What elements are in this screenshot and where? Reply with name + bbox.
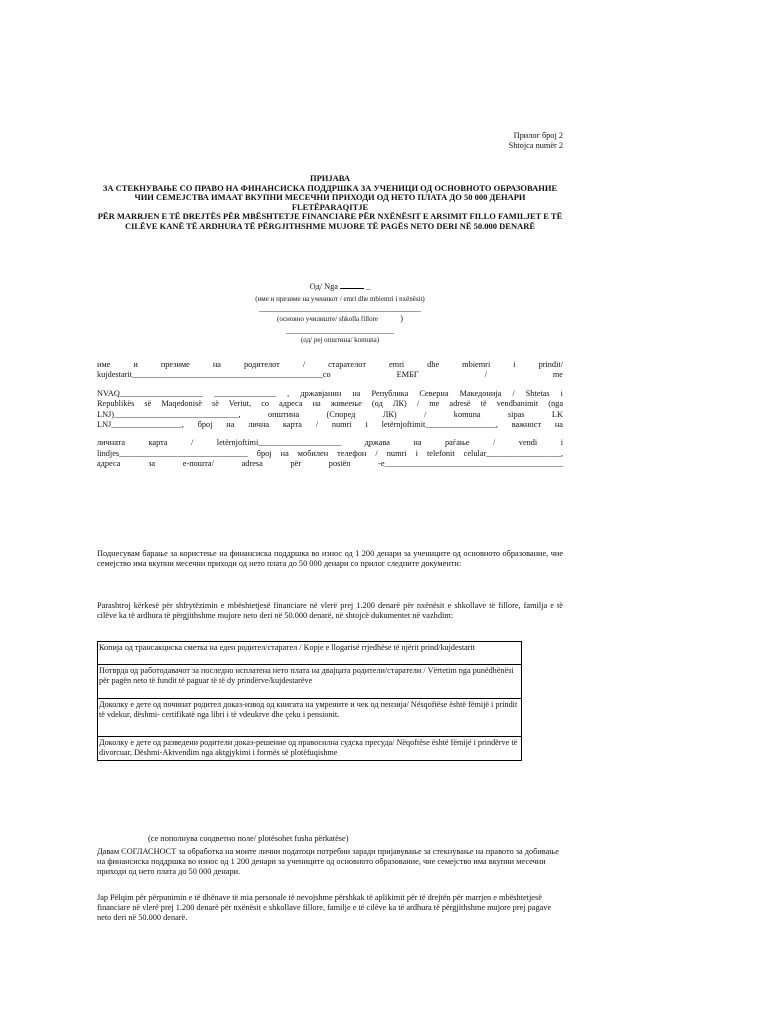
table-row <box>98 737 522 761</box>
parent-line-2[interactable]: kujdestarit______________________________________________со ЕМБГ / me <box>97 370 563 380</box>
from-label: Од/ Nga <box>309 282 338 291</box>
annex-number-mk: Прилог број 2 <box>513 131 563 140</box>
applicant-section <box>180 282 500 345</box>
request-text-mk: Поднесувам барање за користење на финансиска поддршка во износ од 1 200 денари за учениците од основното образование, чие семејство има вкупни месечни приходи од нето плата до 50 000 денари со прилог следните документи: <box>97 549 563 569</box>
student-name-caption: (име и презиме на ученикот / emri dhe mbiemri i nxënësit) <box>255 295 425 303</box>
parent-details <box>97 360 563 470</box>
documents-table <box>97 641 522 761</box>
table-row <box>98 665 522 699</box>
parent-line-1: име и презиме на родителот / старателот emri dhe mbiemri i prindit/ <box>97 360 563 369</box>
parent-line-4: Republikës së Maqedonisë së Veriut, со адреса на живеење (од ЛК) / me adresë të vendbanimit (nga <box>97 399 563 409</box>
title-mk-heading: ПРИЈАВА <box>309 173 351 183</box>
table-row <box>98 642 522 665</box>
school-caption: (основно училиште/ shkolla fillore <box>277 315 379 324</box>
municipality-caption: (од/ реј општина/ komuna) <box>300 336 380 345</box>
municipality-field[interactable]: __________________________ <box>286 326 394 336</box>
consent-text-sq: Jap Pëlqim për përpunimin e të dhënave të mia personale të nevojshme përshkak të aplikimit për të drejtën për marrjen e mbështetjesë financiare në vlerë prej 1.200 denarë për nxënësit e shkollave fillore, familje e të cilëve ka të ardhura të përgjithshme mujore prej pagave neto deri në 50.000 denarë. <box>97 893 552 923</box>
parent-line-5[interactable]: LNJ)______________________________, општина (Според ЛК) / komuna sipas LK <box>97 409 563 419</box>
student-name-field[interactable] <box>340 288 364 289</box>
school-caption-close: ) <box>400 314 403 324</box>
annex-number <box>490 131 563 151</box>
parent-line-7[interactable]: личната карта / letërnjoftimi____________________ држава на раѓање / vendi i <box>97 438 563 448</box>
title-sq-subheading: PËR MARRJEN E TË DREJTËS PËR MBËSHTETJE FINANCIARE PËR NXËNËSIT E ARSIMIT FILLO FAMILJET E TË CILËVE KANË TË ARDHURA TË PËRGJITHSHME MUJORE TË PAGËS NETO DERI NË 50.000 DENARË <box>97 211 563 231</box>
parent-line-9[interactable]: адреса за е-пошта/ adresa për postën -e___________________________________________ <box>97 459 563 469</box>
request-text-sq: Parashtroj kërkesë për shfrytëzimin e mbështetjesë financiare në vlerë prej 1.200 denarë për nxënësit e shkollave të fillore, familja e të cilëve ka të ardhura të përgjithshme mujore neto deri në 50.000 denarë, në shtojcë dukumentet në vazhdim: <box>97 601 563 621</box>
document-item-bank-account[interactable]: Копија од трансакциска сметка на еден родител/старател / Kopje e llogarisë rrjedhëse të njërit prind/kujdestarit <box>98 642 522 665</box>
annex-number-sq: Shtojca numër 2 <box>508 140 563 150</box>
consent-text-mk: Давам СОГЛАСНОСТ за обработка на моите лични податоци потребни заради пријавување за стекнување на правото за добивање на финансиска поддршка во износ од 1 200 денари за учениците од основното образование, чие семејство има вкупни месечни приходи од нето плата до 50 000 денари. <box>97 847 559 877</box>
parent-line-6[interactable]: LNJ_________________, број на лична карта / numri i letërnjoftimit_________________, важност на <box>97 420 563 430</box>
document-item-deceased-parent[interactable]: Доколку е дете од починат родител доказ-извод од книгата на умрените и чек од пензија/ Nësqoftëse është fëmijë i prindit të vdekur, dëshmi- certifikatë nga libri i të vdeukrve dhe çeku i pensionit. <box>98 699 522 737</box>
form-title <box>97 174 563 231</box>
table-row <box>98 699 522 737</box>
from-dash: _ <box>366 282 371 291</box>
parent-line-3[interactable]: NVAQ____________________ _______________ , државјанин на Република Северна Македонија / Shtetas i <box>97 388 563 398</box>
document-item-divorced-parents[interactable]: Доколку е дете од разведени родители доказ-решение од правосилна судска пресуда/ Nëqoftëse është fëmijë i prindërve të divorcuar, Dëshmi-Aktvendim nga aktgjykimi i formës së plotëfuqishme <box>98 737 522 761</box>
document-item-salary-confirmation[interactable]: Потврда од работодавачот за последно исплатена нето плата на двајцата родители/старатели / Vërtetim nga punëdhënësi për pagën neto të fundit të paguar të të dy prindërve/kujdestarëve <box>98 665 522 699</box>
title-sq-heading: FLETËPARAQITJE <box>291 201 369 212</box>
parent-line-8[interactable]: lindjes_______________________________ број на мобилен телефон / numri i telefonit celular__________________, <box>97 448 563 458</box>
title-mk-subheading: ЗА СТЕКНУВАЊЕ СО ПРАВО НА ФИНАНСИСКА ПОДДРШКА ЗА УЧЕНИЦИ ОД ОСНОВНОТО ОБРАЗОВАНИЕ ЧИИ СЕМЕЈСТВА ИМААТ ВКУПНИ МЕСЕЧНИ ПРИХОДИ ОД НЕТО ПЛАТА ДО 50 000 ДЕНАРИ <box>102 182 558 203</box>
table-footnote: (се пополнува соодветно поле/ plotësohet fusha përkatëse) <box>148 834 349 843</box>
school-field[interactable]: _______________________________________ <box>259 304 421 314</box>
